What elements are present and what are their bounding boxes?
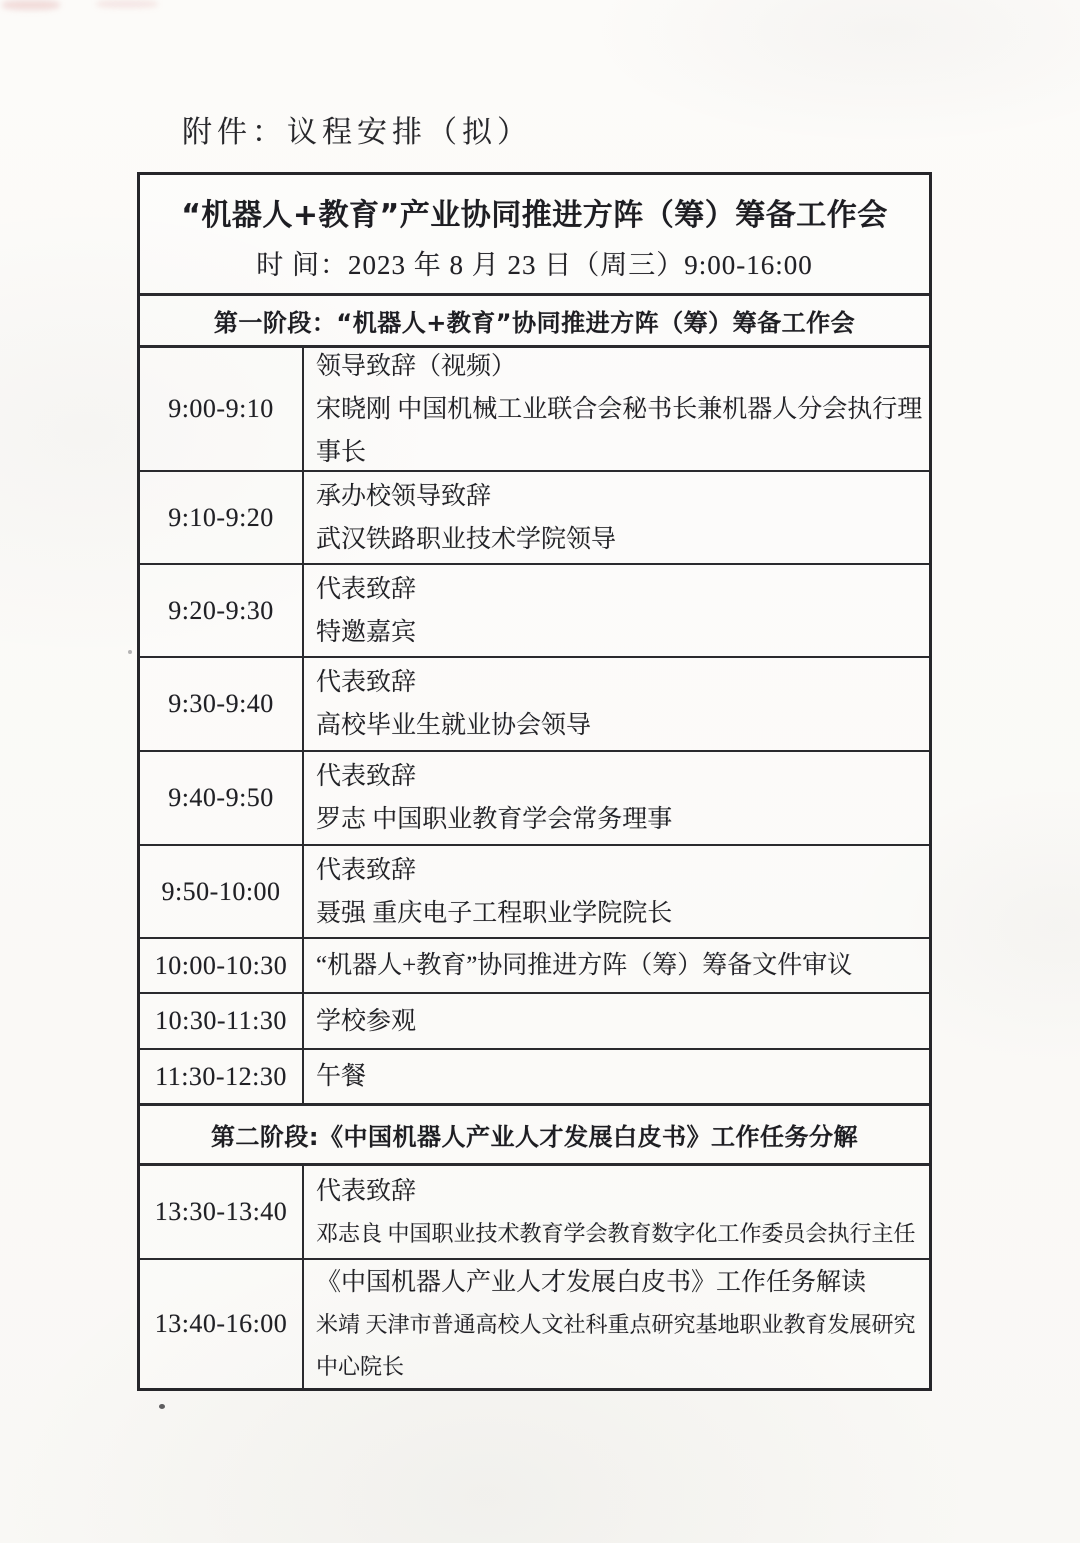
content-line: 代表致辞: [316, 763, 417, 790]
content-cell: [304, 994, 929, 1048]
table-title-block: [140, 175, 929, 293]
time-cell: 10:00-10:30: [140, 939, 304, 992]
content-line: 学校参观: [316, 1007, 417, 1035]
content-cell: [304, 939, 929, 992]
scan-speck: [159, 1404, 165, 1409]
content-line: 武汉铁路职业技术学院领导: [316, 525, 617, 553]
time-cell: 9:00-9:10: [140, 348, 304, 470]
section-header-phase2: 第二阶段:《中国机器人产业人才发展白皮书》工作任务分解: [140, 1103, 929, 1163]
scan-smudge: [2, 0, 60, 10]
meeting-title: “机器人+教育”产业协同推进方阵（筹）筹备工作会: [181, 198, 888, 233]
time-cell: 9:50-10:00: [140, 846, 304, 937]
content-line: 代表致辞: [316, 1177, 417, 1205]
content-cell: [304, 565, 929, 656]
time-cell: 11:30-12:30: [140, 1050, 304, 1103]
time-cell: 10:30-11:30: [140, 994, 304, 1048]
agenda-row: [140, 992, 929, 1048]
agenda-row: [140, 750, 929, 844]
time-cell: 9:40-9:50: [140, 752, 304, 844]
content-line: 宋晓刚 中国机械工业联合会秘书长兼机器人分会执行理事长: [316, 395, 923, 466]
content-cell: [304, 1050, 929, 1103]
content-line: 《中国机器人产业人才发展白皮书》工作任务解读: [316, 1268, 867, 1296]
agenda-row: [140, 656, 929, 750]
content-line: 代表致辞: [316, 575, 417, 603]
time-cell: 9:30-9:40: [140, 658, 304, 750]
content-line: 米靖 天津市普通高校人文社科重点研究基地职业教育发展研究中心院长: [316, 1311, 916, 1379]
time-cell: 9:20-9:30: [140, 565, 304, 656]
content-cell: [304, 846, 929, 937]
content-cell: [304, 1260, 929, 1388]
content-line: 代表致辞: [316, 669, 417, 696]
scan-smudge: [96, 0, 158, 8]
time-cell: 9:10-9:20: [140, 472, 304, 563]
content-line: 代表致辞: [316, 856, 417, 884]
scan-speck: [128, 650, 132, 654]
content-line: 邓志良 中国职业技术教育学会教育数字化工作委员会执行主任: [316, 1220, 916, 1246]
meeting-datetime: 时 间：2023 年 8 月 23 日（周三）9:00-16:00: [256, 250, 813, 280]
content-line: 午餐: [316, 1063, 367, 1090]
content-cell: [304, 658, 929, 750]
section-header-phase1: 第一阶段：“机器人+教育”协同推进方阵（筹）筹备工作会: [140, 293, 929, 345]
agenda-row: [140, 844, 929, 937]
attachment-heading: 附件：议程安排（拟）: [182, 116, 532, 149]
agenda-row: [140, 345, 929, 470]
agenda-row: [140, 470, 929, 563]
time-cell: 13:40-16:00: [140, 1260, 304, 1388]
content-line: 领导致辞（视频）: [316, 352, 517, 380]
content-line: 高校毕业生就业协会领导: [316, 712, 592, 739]
content-cell: [304, 472, 929, 563]
content-line: 罗志 中国职业教育学会常务理事: [316, 806, 673, 833]
time-cell: 13:30-13:40: [140, 1166, 304, 1258]
agenda-row: [140, 937, 929, 992]
agenda-table: [137, 172, 932, 1391]
agenda-row: [140, 563, 929, 656]
content-cell: [304, 348, 929, 470]
content-line: “机器人+教育”协同推进方阵（筹）筹备文件审议: [316, 952, 853, 979]
content-cell: [304, 752, 929, 844]
agenda-row: [140, 1163, 929, 1258]
agenda-row: [140, 1048, 929, 1103]
content-line: 特邀嘉宾: [316, 618, 417, 646]
content-line: 聂强 重庆电子工程职业学院院长: [316, 899, 673, 927]
agenda-row: [140, 1258, 929, 1388]
content-line: 承办校领导致辞: [316, 482, 492, 510]
content-cell: [304, 1166, 929, 1258]
